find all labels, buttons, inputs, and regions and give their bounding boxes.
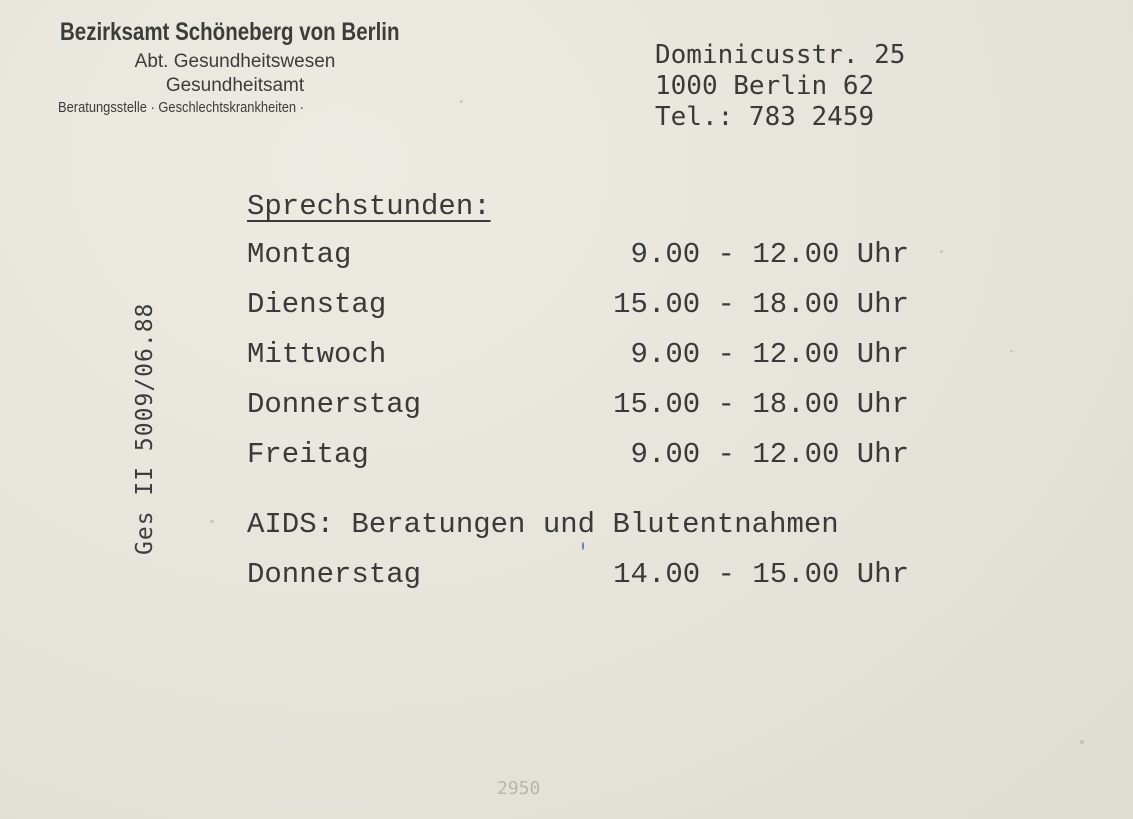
hours-row (247, 238, 967, 278)
paper-speck (210, 520, 214, 523)
hours-day: Freitag (247, 438, 369, 471)
aids-time: 14.00 - 15.00 Uhr (613, 558, 909, 591)
hours-day: Dienstag (247, 288, 387, 321)
faint-imprint: 2950 (497, 778, 541, 799)
hours-time: 15.00 - 18.00 Uhr (613, 288, 909, 321)
stamp-authority: Bezirksamt Schöneberg von Berlin (60, 18, 400, 46)
hours-time: 9.00 - 12.00 Uhr (630, 338, 909, 371)
aids-heading: AIDS: Beratungen und Blutentnahmen (247, 508, 839, 541)
address-block (655, 40, 905, 133)
paper-speck (940, 250, 943, 253)
hours-row (247, 388, 967, 428)
hours-row (247, 338, 967, 378)
hours-time: 9.00 - 12.00 Uhr (630, 438, 909, 471)
aids-hours-row (247, 558, 967, 598)
address-city: 1000 Berlin 62 (655, 71, 875, 101)
office-hours-heading: Sprechstunden: (247, 190, 491, 223)
form-number: Ges II 5009/06.88 (132, 302, 158, 555)
hours-row (247, 438, 967, 478)
paper-speck (1080, 740, 1084, 744)
aids-day: Donnerstag (247, 558, 422, 591)
address-phone: Tel.: 783 2459 (655, 102, 875, 132)
stamp-counseling-unit: Beratungsstelle · Geschlechtskrankheiten · (58, 99, 304, 116)
hours-time: 15.00 - 18.00 Uhr (613, 388, 909, 421)
hours-day: Montag (247, 238, 352, 271)
stamp-office: Gesundheitsamt (165, 75, 305, 96)
hours-row (247, 288, 967, 328)
hours-time: 9.00 - 12.00 Uhr (630, 238, 909, 271)
stamp-department: Abt. Gesundheitswesen (134, 51, 336, 72)
paper-speck (305, 200, 308, 203)
hours-day: Donnerstag (247, 388, 422, 421)
address-street: Dominicusstr. 25 (655, 40, 906, 70)
paper-speck (1010, 350, 1013, 352)
paper-speck (460, 100, 463, 103)
ink-mark (582, 542, 584, 550)
hours-day: Mittwoch (247, 338, 387, 371)
